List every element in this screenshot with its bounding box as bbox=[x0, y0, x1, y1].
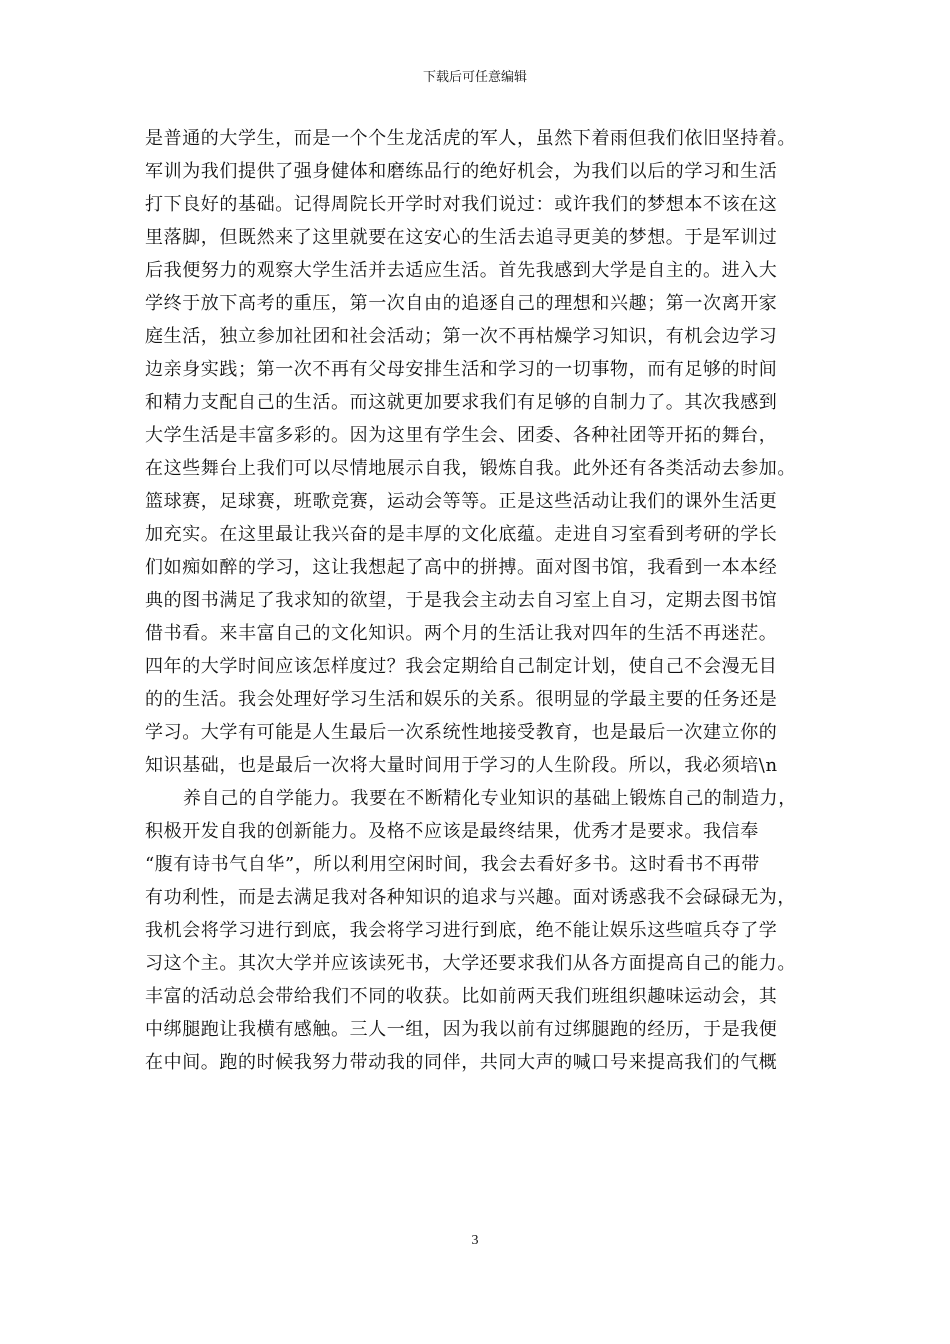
page-header: 下载后可任意编辑 bbox=[422, 70, 527, 85]
body-text bbox=[145, 122, 810, 1079]
page-number: 3 bbox=[471, 1233, 479, 1248]
text-line: 借书看。来丰富自己的文化知识。两个月的生活让我对四年的生活不再迷茫。 bbox=[145, 623, 778, 644]
text-line: 丰富的活动总会带给我们不同的收获。比如前两天我们班组织趣味运动会，其 bbox=[145, 986, 778, 1007]
text-line: 四年的大学时间应该怎样度过？我会定期给自己制定计划，使自己不会漫无目 bbox=[145, 656, 778, 677]
text-line: 里落脚，但既然来了这里就要在这安心的生活去追寻更美的梦想。于是军训过 bbox=[145, 227, 778, 248]
text-line: 在这些舞台上我们可以尽情地展示自我，锻炼自我。此外还有各类活动去参加。 bbox=[145, 458, 796, 479]
text-line: 后我便努力的观察大学生活并去适应生活。首先我感到大学是自主的。进入大 bbox=[145, 260, 778, 281]
paragraph-start-line: 养自己的自学能力。我要在不断精化专业知识的基础上锻炼自己的制造力， bbox=[183, 788, 797, 809]
text-line: 边亲身实践；第一次不再有父母安排生活和学习的一切事物，而有足够的时间 bbox=[145, 359, 778, 380]
text-line: 是普通的大学生，而是一个个生龙活虎的军人，虽然下着雨但我们依旧坚持着。 bbox=[145, 128, 796, 149]
text-line: 庭生活，独立参加社团和社会活动；第一次不再枯燥学习知识，有机会边学习 bbox=[145, 326, 778, 347]
text-line: 学终于放下高考的重压，第一次自由的追逐自己的理想和兴趣；第一次离开家 bbox=[145, 293, 778, 314]
text-line: 打下良好的基础。记得周院长开学时对我们说过：或许我们的梦想本不该在这 bbox=[145, 194, 778, 215]
text-line: 我机会将学习进行到底，我会将学习进行到底，绝不能让娱乐这些喧兵夺了学 bbox=[145, 920, 778, 941]
text-line: 篮球赛，足球赛，班歌竞赛，运动会等等。正是这些活动让我们的课外生活更 bbox=[145, 491, 778, 512]
text-line: 典的图书满足了我求知的欲望，于是我会主动去自习室上自习，定期去图书馆 bbox=[145, 590, 778, 611]
text-line: 军训为我们提供了强身健体和磨练品行的绝好机会，为我们以后的学习和生活 bbox=[145, 161, 778, 182]
text-line: 中绑腿跑让我横有感触。三人一组，因为我以前有过绑腿跑的经历，于是我便 bbox=[145, 1019, 778, 1040]
text-line: 们如痴如醉的学习，这让我想起了高中的拼搏。面对图书馆，我看到一本本经 bbox=[145, 557, 778, 578]
text-line: 大学生活是丰富多彩的。因为这里有学生会、团委、各种社团等开拓的舞台， bbox=[145, 425, 778, 446]
text-line: 的的生活。我会处理好学习生活和娱乐的关系。很明显的学最主要的任务还是 bbox=[145, 689, 778, 710]
text-line: 学习。大学有可能是人生最后一次系统性地接受教育，也是最后一次建立你的 bbox=[145, 722, 778, 743]
text-line: 积极开发自我的创新能力。及格不应该是最终结果，优秀才是要求。我信奉 bbox=[145, 821, 759, 842]
text-line: 在中间。跑的时候我努力带动我的同伴，共同大声的喊口号来提高我们的气概 bbox=[145, 1052, 778, 1073]
text-line: 有功利性，而是去满足我对各种知识的追求与兴趣。面对诱惑我不会碌碌无为， bbox=[145, 887, 796, 908]
text-line: 知识基础，也是最后一次将大量时间用于学习的人生阶段。所以，我必须培\n bbox=[145, 755, 778, 776]
text-line: “腹有诗书气自华”，所以利用空闲时间，我会去看好多书。这时看书不再带 bbox=[145, 854, 760, 875]
text-line: 和精力支配自己的生活。而这就更加要求我们有足够的自制力了。其次我感到 bbox=[145, 392, 778, 413]
text-line: 加充实。在这里最让我兴奋的是丰厚的文化底蕴。走进自习室看到考研的学长 bbox=[145, 524, 778, 545]
text-line: 习这个主。其次大学并应该读死书，大学还要求我们从各方面提高自己的能力。 bbox=[145, 953, 796, 974]
